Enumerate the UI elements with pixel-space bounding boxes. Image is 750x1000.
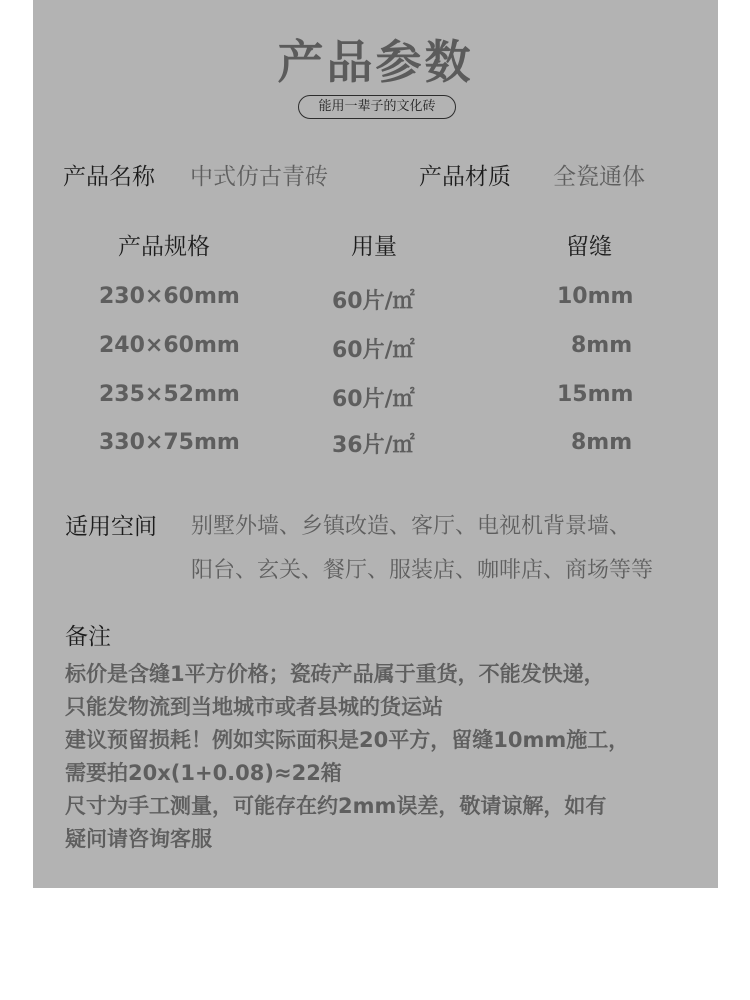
page-title: 产品参数: [277, 35, 474, 89]
table-cell-gap: 10mm: [557, 284, 634, 309]
table-cell-spec: 235×52mm: [99, 382, 240, 407]
table-cell-spec: 240×60mm: [99, 333, 240, 358]
spec-header: 产品规格: [118, 234, 210, 260]
space-line: 阳台、玄关、餐厅、服装店、咖啡店、商场等等: [191, 558, 654, 583]
table-cell-usage: 60片/㎡: [332, 387, 415, 412]
usage-header: 用量: [351, 234, 397, 260]
notes-line: 标价是含缝1平方价格；瓷砖产品属于重货，不能发快递，: [65, 662, 605, 686]
notes-text: [65, 658, 705, 856]
table-cell-gap: 8mm: [571, 333, 633, 358]
space-line: 别墅外墙、乡镇改造、客厅、电视机背景墙、: [191, 514, 632, 539]
table-cell-usage: 60片/㎡: [332, 338, 415, 363]
product-name-label: 产品名称: [63, 164, 155, 190]
notes-line: 尺寸为手工测量，可能存在约2mm误差，敬请谅解，如有: [65, 794, 607, 818]
table-cell-spec: 230×60mm: [99, 284, 240, 309]
table-cell-usage: 60片/㎡: [332, 289, 415, 314]
notes-line: 疑问请咨询客服: [65, 827, 212, 851]
subtitle-badge: 能用一辈子的文化砖: [298, 95, 456, 119]
table-cell-gap: 8mm: [571, 430, 633, 455]
product-material-value: 全瓷通体: [553, 164, 645, 190]
space-list: [191, 505, 711, 593]
space-label: 适用空间: [65, 514, 157, 540]
product-name-value: 中式仿古青砖: [190, 164, 328, 190]
notes-line: 只能发物流到当地城市或者县城的货运站: [65, 695, 443, 719]
table-cell-spec: 330×75mm: [99, 430, 240, 455]
gap-header: 留缝: [566, 234, 612, 260]
table-cell-gap: 15mm: [557, 382, 634, 407]
notes-line: 建议预留损耗！例如实际面积是20平方，留缝10mm施工，: [65, 728, 630, 752]
table-cell-usage: 36片/㎡: [332, 433, 415, 458]
product-params-panel: [33, 0, 718, 888]
notes-line: 需要拍20x(1+0.08)≈22箱: [65, 761, 342, 785]
product-material-label: 产品材质: [419, 164, 511, 190]
notes-label: 备注: [65, 624, 111, 650]
